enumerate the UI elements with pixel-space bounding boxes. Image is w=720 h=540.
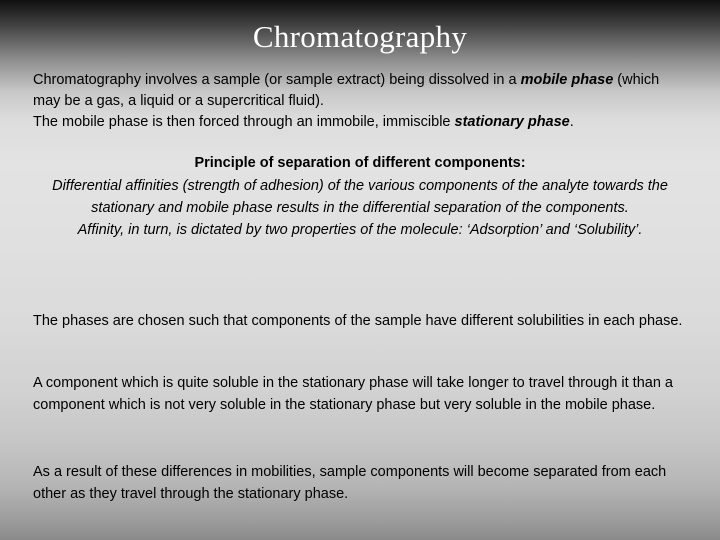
intro-text-part2: (which may be a gas, a liquid or a supercritical fluid).	[33, 72, 660, 109]
paragraph-phases: The phases are chosen such that components of the sample have different solubilities in each phase.	[33, 313, 683, 329]
intro-emphasis-mobile-phase: mobile phase	[520, 72, 614, 88]
principle-text-affinity-properties: Affinity, in turn, is dictated by two properties of the molecule: ‘Adsorption’ and ‘Solubility’.	[77, 222, 643, 238]
principle-block	[40, 152, 680, 241]
paragraph-result-separation: As a result of these differences in mobilities, sample components will become separated from each other as they travel through the stationary phase.	[33, 464, 667, 502]
intro-emphasis-stationary-phase: stationary phase	[454, 114, 570, 130]
principle-text-affinities: Differential affinities (strength of adhesion) of the various components of the analyte towards the stationary and mobile phase results in the differential separation of the components.	[52, 178, 668, 216]
intro-paragraph	[33, 70, 689, 133]
intro-text-part3: The mobile phase is then forced through an immobile, immiscible	[33, 114, 455, 130]
intro-text-part1: Chromatography involves a sample (or sample extract) being dissolved in a	[33, 72, 521, 88]
paragraph-component-solubility: A component which is quite soluble in the stationary phase will take longer to travel through it than a component which is not very soluble in the stationary phase but very soluble in the mobile phase.	[33, 375, 673, 413]
principle-heading: Principle of separation of different components:	[194, 155, 526, 171]
page-title: Chromatography	[252, 19, 468, 54]
intro-text-part4: .	[569, 114, 574, 130]
